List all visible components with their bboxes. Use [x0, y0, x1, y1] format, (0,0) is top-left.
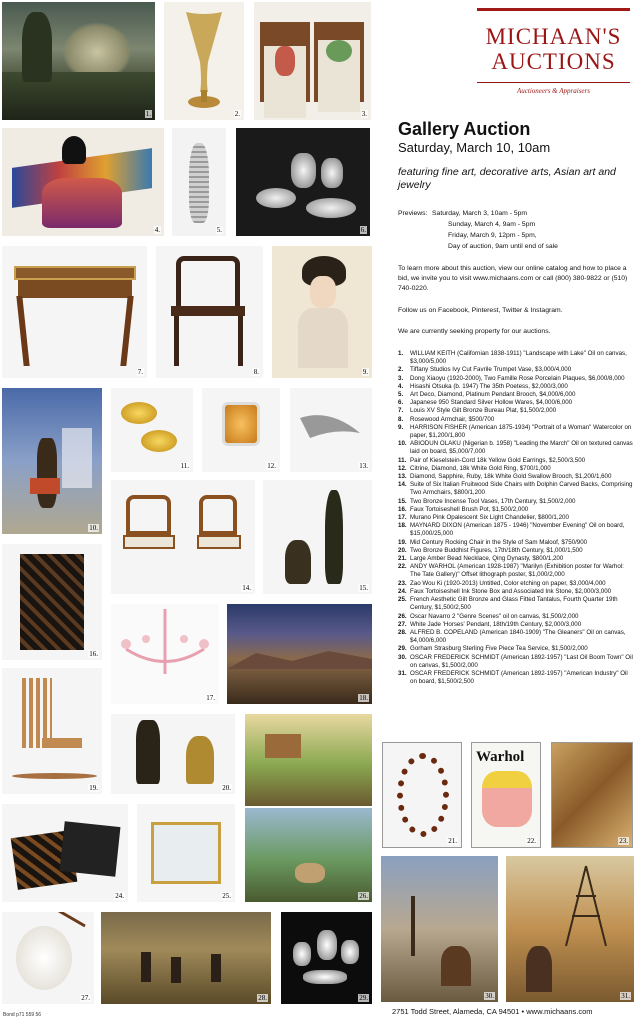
lot-item-number: 15.: [398, 497, 407, 505]
previews-label: Previews:: [398, 210, 428, 217]
lot-item-description: Gorham Strasburg Sterling Five Piece Tea Service, $1,500/2,000: [410, 645, 588, 653]
lot-photo-6: [236, 128, 370, 236]
lot-item-number: 6.: [398, 399, 404, 407]
preview-line-1: Saturday, March 3, 10am - 5pm: [432, 210, 528, 217]
logo-line-1: MICHAAN'S: [485, 24, 622, 49]
lot-photo-16: [2, 544, 102, 660]
lot-item: [398, 473, 636, 481]
lot-item-number: 3.: [398, 374, 404, 382]
lot-item: [398, 465, 636, 473]
lot-photo-26: [245, 714, 372, 806]
lot-item: [398, 522, 636, 538]
lot-number: 13.: [359, 462, 368, 470]
vase-image: [164, 2, 244, 120]
lot-number: 27.: [81, 994, 90, 1002]
lot-item-number: 26.: [398, 612, 407, 620]
lot-item-description: ABIODUN OLAKU (Nigerian b. 1958) "Leading the March" Oil on textured canvas laid on board, $5,000/7,000: [410, 440, 633, 456]
lot-item-description: French Aesthetic Gilt Bronze and Glass Fitted Tantalus, Fourth Quarter 19th Century, $1,500/2,500: [410, 596, 618, 612]
lot-number: 28.: [258, 994, 267, 1002]
lot-item-description: White Jade 'Horses' Pendant, 18th/19th Century, $2,000/3,000: [410, 620, 582, 628]
lot-item: [398, 645, 636, 653]
logo-divider: [477, 82, 630, 83]
lot-photo-1: [2, 2, 155, 120]
lot-item-number: 23.: [398, 579, 407, 587]
lot-number: 11.: [180, 462, 189, 470]
lot-number: 16.: [89, 650, 98, 658]
lot-photo-13: [290, 388, 372, 472]
lot-item: [398, 383, 636, 391]
logo-tagline: Auctioneers & Appraisers: [517, 87, 590, 95]
lot-number: 19.: [89, 784, 98, 792]
lot-item: [398, 407, 636, 415]
brooch-image: [290, 388, 372, 472]
lot-item: [398, 580, 636, 588]
lot-number: 30.: [485, 992, 494, 1000]
lot-item-description: Citrine, Diamond, 18k White Gold Ring, $700/1,000: [410, 464, 551, 472]
lot-photo-3: [254, 2, 371, 120]
lot-list: [398, 350, 636, 686]
lot-photo-26b: [245, 808, 372, 902]
lot-item-number: 5.: [398, 391, 404, 399]
lot-item: [398, 629, 636, 645]
lot-item-description: Rosewood Armchair, $500/700: [410, 415, 495, 423]
seeking-property-text: We are currently seeking property for our auctions.: [398, 328, 551, 335]
lot-item: [398, 555, 636, 563]
lot-item-description: Diamond, Sapphire, Ruby, 18k White Gold Swallow Brooch, $1,200/1,600: [410, 473, 612, 481]
lot-photo-12: [202, 388, 280, 472]
lot-number: 7.: [137, 368, 143, 376]
preview-line-3: Friday, March 9, 12pm - 5pm,: [448, 232, 537, 239]
lot-item-number: 11.: [398, 456, 407, 464]
lot-item-number: 17.: [398, 514, 407, 522]
lot-number: 18.: [359, 694, 368, 702]
lot-item-number: 14.: [398, 481, 407, 489]
lot-item-description: Murano Pink Opalescent Six Light Chandelier, $800/1,200: [410, 514, 569, 522]
lot-item: [398, 514, 636, 522]
lot-item-number: 25.: [398, 596, 407, 604]
lot-number: 24.: [115, 892, 124, 900]
lot-photo-9: [272, 246, 372, 378]
lot-photo-5: [172, 128, 226, 236]
lot-number: 21.: [448, 837, 457, 845]
lot-item: [398, 481, 636, 497]
lot-item: [398, 670, 636, 686]
lot-photo-14: [111, 480, 255, 594]
lot-item-description: Mid Century Rocking Chair in the Style of Sam Maloof, $750/900: [410, 538, 588, 546]
lot-item-number: 1.: [398, 350, 404, 357]
lot-item: [398, 654, 636, 670]
logo-line-2: AUCTIONS: [491, 49, 616, 74]
lot-item-number: 24.: [398, 587, 407, 595]
lot-item-description: OSCAR FREDERICK SCHMIDT (American 1892-1957) "Last Oil Boom Town" Oil on canvas, $1,500/2,000: [410, 653, 633, 669]
lot-item-description: Japanese 950 Standard Silver Hollow Wares, $4,000/6,000: [410, 399, 573, 407]
lot-item-description: MAYNARD DIXON (American 1875 - 1946) "November Evening" Oil on board, $15,000/25,000: [410, 522, 625, 538]
lot-photo-18: [227, 604, 372, 704]
learn-more-text: To learn more about this auction, view our online catalog and how to place a bid, we invite you to visit www.michaans.com or call (800) 380-9822 or (510) 740-0220.: [398, 265, 628, 292]
preview-line-4: Day of auction, 9am until end of sale: [448, 243, 558, 250]
lot-photo-20: [111, 714, 235, 794]
lot-number: 12.: [267, 462, 276, 470]
lot-item-number: 31.: [398, 669, 407, 677]
lot-item-number: 10.: [398, 440, 407, 448]
warhol-poster-text: Warhol: [476, 749, 525, 765]
lot-item-description: Two Bronze Incense Tool Vases, 17th Century, $1,500/2,000: [410, 497, 576, 505]
lot-item-description: Faux Tortoiseshell Brush Pot, $1,500/2,000: [410, 505, 529, 513]
lot-item-number: 9.: [398, 423, 404, 431]
lot-item: [398, 375, 636, 383]
lot-item-description: Large Amber Bead Necklace, Qing Dynasty, $800/1,200: [410, 555, 564, 563]
michaans-logo[interactable]: [477, 8, 630, 94]
lot-item: [398, 350, 636, 366]
lot-number: 25.: [222, 892, 231, 900]
lot-item-description: Louis XV Style Gilt Bronze Bureau Plat, $1,500/2,000: [410, 407, 557, 415]
lot-number: 20.: [222, 784, 231, 792]
lot-photo-17: [111, 604, 219, 704]
lot-item-description: ANDY WARHOL (American 1928-1987) "Marilyn (Exhibition poster for Warhol: The Tate Gallery)" Offset lithograph poster, $1,000/2,000: [410, 563, 624, 579]
lot-item-number: 22.: [398, 563, 407, 571]
auction-featuring: featuring fine art, decorative arts, Asian art and jewelry: [398, 166, 616, 191]
lot-item-number: 2.: [398, 366, 404, 374]
lot-item: [398, 391, 636, 399]
lot-number: 1.: [145, 110, 151, 118]
lot-item: [398, 563, 636, 579]
lot-photo-28: [101, 912, 271, 1004]
lot-item-description: Two Bronze Buddhist Figures, 17th/18th Century, $1,000/1,500: [410, 546, 583, 554]
follow-us-text: Follow us on Facebook, Pinterest, Twitter & Instagram.: [398, 307, 563, 314]
lot-item-number: 29.: [398, 645, 407, 653]
lot-item: [398, 399, 636, 407]
lot-item-number: 27.: [398, 620, 407, 628]
lot-item: [398, 416, 636, 424]
lot-photo-24: [2, 804, 128, 902]
lot-item-description: Zao Wou Ki (1920-2013) Untitled, Color etching on paper, $3,000/4,000: [410, 579, 606, 587]
lot-item-number: 16.: [398, 505, 407, 513]
lot-number: 15.: [359, 584, 368, 592]
lot-item-description: Tiffany Studios Ivy Cut Favrile Trumpet Vase, $3,000/4,000: [410, 366, 572, 374]
lot-number: 4.: [154, 226, 160, 234]
lot-item-description: Faux Tortoiseshell Ink Stone Box and Associated Ink Stone, $2,000/3,000: [410, 587, 612, 595]
lot-number: 9.: [362, 368, 368, 376]
lot-photo-10: [2, 388, 102, 534]
lot-photo-11: [111, 388, 193, 472]
lot-item-description: HARRISON FISHER (American 1875-1934) "Portrait of a Woman" Watercolor on paper, $1,200/1,800: [410, 423, 632, 440]
lot-item: [398, 366, 636, 374]
auction-title: Gallery Auction: [398, 119, 531, 139]
lot-photo-29: [281, 912, 372, 1004]
lot-photo-31: [506, 856, 634, 1002]
lot-item: [398, 424, 636, 440]
lot-number: 26.: [359, 892, 368, 900]
lot-number: 17.: [206, 694, 215, 702]
lot-item-number: 19.: [398, 538, 407, 546]
lot-photo-22: [471, 742, 541, 848]
lot-item: [398, 539, 636, 547]
lot-item-number: 4.: [398, 382, 404, 390]
lot-photo-15: [263, 480, 372, 594]
lot-number: 29.: [359, 994, 368, 1002]
lot-item-number: 12.: [398, 464, 407, 472]
lot-photo-8: [156, 246, 263, 378]
lot-number: 2.: [234, 110, 240, 118]
lot-item: [398, 440, 636, 456]
lot-number: 8.: [253, 368, 259, 376]
lot-photo-19: [2, 668, 102, 794]
lot-item: [398, 547, 636, 555]
lot-photo-7: [2, 246, 147, 378]
lot-number: 31.: [621, 992, 630, 1000]
auction-date: Saturday, March 10, 10am: [398, 140, 551, 155]
lot-item: [398, 588, 636, 596]
lot-item: [398, 621, 636, 629]
lot-item-description: Pair of Kieselstein-Cord 18k Yellow Gold Earrings, $2,500/3,500: [410, 456, 586, 464]
lot-item-description: Dong Xiaoyu (1920-2000), Two Famille Rose Porcelain Plaques, $6,000/8,000: [410, 374, 625, 382]
lot-item-number: 30.: [398, 653, 407, 661]
lot-photo-23: [551, 742, 633, 848]
lot-item-description: Oscar Navarro 2 "Genre Scenes" oil on canvas, $1,500/2,000: [410, 612, 579, 620]
lot-item-description: OSCAR FREDERICK SCHMIDT (American 1892-1957) "American Industry" Oil on board, $1,500/2,500: [410, 669, 628, 686]
lot-item-description: Suite of Six Italian Fruitwood Side Chairs with Dolphin Carved Backs, Comprising Two Armchairs, $800/1,200: [410, 481, 633, 497]
lot-number: 5.: [216, 226, 222, 234]
lot-item-number: 8.: [398, 415, 404, 423]
lot-item-number: 7.: [398, 407, 404, 415]
lot-item: [398, 506, 636, 514]
footer-code: Bond p71 559 56: [3, 1012, 42, 1018]
lot-item-description: ALFRED B. COPELAND (American 1840-1909) "The Gleaners" Oil on canvas, $4,000/6,000: [410, 628, 626, 645]
lot-item-number: 28.: [398, 628, 407, 636]
lot-item-number: 18.: [398, 522, 407, 530]
lot-item-description: Hisashi Otsuka (b. 1947) The 35th Poetess, $2,000/3,000: [410, 382, 568, 390]
lot-item-description: WILLIAM KEITH (Californian 1838-1911) "Landscape with Lake" Oil on canvas, $3,000/5,000: [410, 350, 627, 366]
lot-number: 3.: [361, 110, 367, 118]
lot-photo-30: [381, 856, 498, 1002]
lot-item-description: Art Deco, Diamond, Platinum Pendant Brooch, $4,000/6,000: [410, 391, 576, 399]
lot-photo-4: [2, 128, 164, 236]
lot-photo-2: [164, 2, 244, 120]
lot-number: 23.: [619, 837, 628, 845]
footer-address[interactable]: 2751 Todd Street, Alameda, CA 94501 • www.michaans.com: [392, 1007, 593, 1016]
preview-line-2: Sunday, March 4, 9am - 5pm: [448, 221, 536, 228]
lot-number: 10.: [89, 524, 98, 532]
lot-item-number: 20.: [398, 546, 407, 554]
lot-photo-27: [2, 912, 94, 1004]
lot-photo-25: [137, 804, 235, 902]
lot-item: [398, 613, 636, 621]
lot-number: 6.: [360, 226, 366, 234]
lot-item-number: 13.: [398, 473, 407, 481]
lot-number: 22.: [527, 837, 536, 845]
lot-item: [398, 457, 636, 465]
chandelier-image: [111, 604, 219, 704]
lot-item-number: 21.: [398, 555, 407, 563]
lot-number: 14.: [242, 584, 251, 592]
lot-item: [398, 498, 636, 506]
lot-item: [398, 596, 636, 612]
lot-photo-21: [382, 742, 462, 848]
